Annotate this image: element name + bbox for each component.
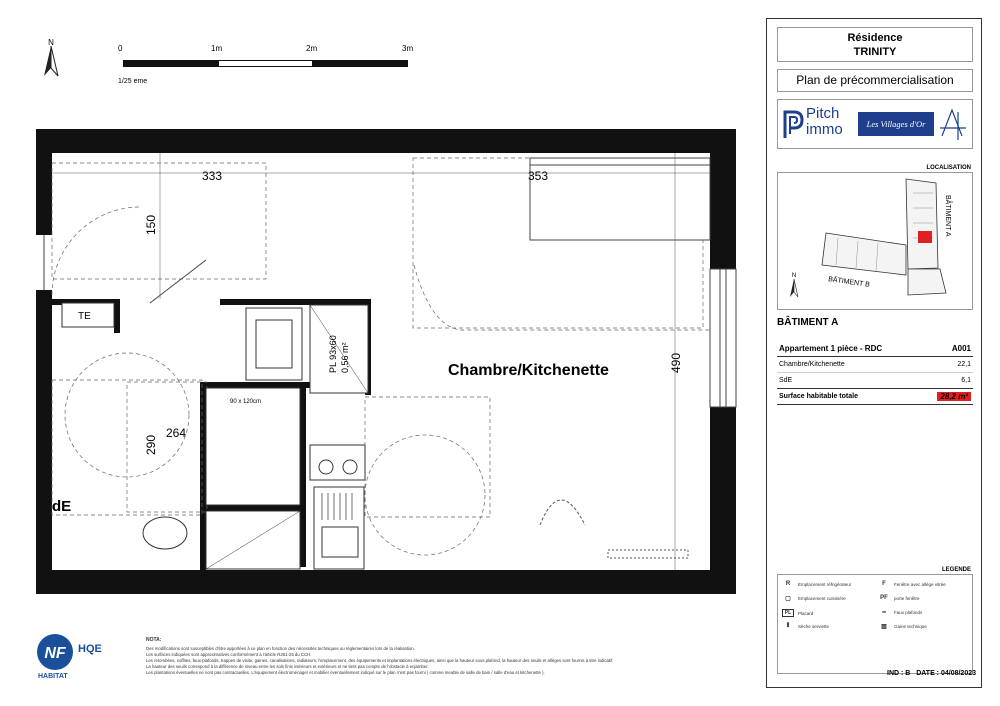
dim-150: 150 bbox=[144, 214, 158, 235]
dim-290: 290 bbox=[144, 434, 158, 455]
surface-table bbox=[777, 341, 973, 405]
legend-key: PF bbox=[880, 595, 888, 601]
dim-490: 490 bbox=[669, 352, 683, 373]
legend-key: F bbox=[882, 581, 886, 587]
pitch-text: Pitch bbox=[806, 105, 840, 122]
table-row bbox=[777, 373, 973, 389]
residence-label: Résidence bbox=[847, 32, 903, 44]
subtitle-box: Plan de précommercialisation bbox=[777, 69, 973, 92]
scale-bar bbox=[118, 44, 418, 84]
legend-text: Emplacement cuisinière bbox=[798, 596, 846, 601]
legend-item bbox=[782, 609, 813, 617]
shower-label: 90 x 120cm bbox=[230, 399, 262, 405]
legend-item bbox=[878, 623, 927, 630]
placard-label: PL 93x60 bbox=[328, 335, 338, 373]
false-ceiling-icon: ┅ bbox=[882, 610, 886, 616]
room-name: SdE bbox=[779, 377, 793, 384]
total-area: 28,2 m² bbox=[937, 392, 971, 401]
north-label: N bbox=[48, 38, 54, 47]
legend-key: PL bbox=[782, 609, 794, 617]
pitch-logo-icon bbox=[782, 108, 804, 140]
room-label: Chambre/Kitchenette bbox=[448, 362, 609, 379]
room-name: Chambre/Kitchenette bbox=[779, 361, 845, 368]
architect-logo-icon bbox=[938, 106, 968, 142]
scale-tick-1: 1m bbox=[211, 44, 223, 53]
north-arrow-icon bbox=[36, 36, 66, 80]
location-map bbox=[777, 172, 973, 310]
legend-item bbox=[878, 581, 946, 587]
legend-text: Sèche serviette bbox=[798, 624, 830, 629]
apartment-title: Appartement 1 pièce - RDC bbox=[779, 344, 883, 353]
residence-name: TRINITY bbox=[853, 46, 897, 58]
hqe-text: HQE bbox=[78, 643, 102, 655]
footer-block bbox=[766, 667, 982, 688]
scale-tick-0: 0 bbox=[118, 44, 123, 53]
map-label-bat-b: BÂTIMENT B bbox=[827, 276, 871, 289]
note-line: Les plantations éventuelles ne sont pas contractuelles. L'équipement électroménager et mobilier éventuellement indiqué sur le plan n'est pas fourni ( comme meuble de salle de bain / salle d'eau et kitchenette ). bbox=[146, 670, 545, 675]
note-line: La hauteur des seuils correspond à la différence de niveau entre les sols finis intérieurs et extérieurs et ne tient pas compte de l'obstacle à enjamber. bbox=[146, 664, 429, 669]
floor-plan bbox=[30, 125, 742, 600]
legend-box bbox=[777, 574, 973, 674]
legend-text: Gaine technique bbox=[894, 624, 927, 629]
note-line: Les retombées, soffites, faux-plafonds, trappes de visite, gaines, canalisations, radiateurs, l'emplacement, des équipements et implantations électriques, ainsi que la hauteur sous plafond, la hauteur des seuils et allèges sont fournis à titre indicatif. bbox=[146, 658, 614, 663]
room-area: 22,1 bbox=[957, 361, 971, 368]
apartment-row bbox=[777, 341, 973, 357]
scale-tick-2: 2m bbox=[306, 44, 318, 53]
legend-text: Placard bbox=[798, 610, 814, 616]
nf-text: NF bbox=[44, 645, 66, 662]
habitat-text: HABITAT bbox=[38, 673, 68, 680]
nf-hqe-logo bbox=[36, 633, 116, 683]
apartment-highlight bbox=[918, 231, 932, 243]
legend-item bbox=[878, 595, 920, 601]
legend-item bbox=[782, 623, 829, 630]
towel-dryer-icon: ⫴ bbox=[786, 623, 790, 629]
legend-title: LEGENDE bbox=[941, 567, 971, 573]
note-line: Les surfaces indiquées sont approximatives conformément à l'article R261-25 du CCH. bbox=[146, 652, 312, 657]
dim-333: 333 bbox=[202, 169, 223, 183]
batiment-title: BÂTIMENT A bbox=[777, 317, 839, 328]
total-label: Surface habitable totale bbox=[779, 393, 858, 400]
total-row bbox=[777, 389, 973, 405]
legend-item bbox=[782, 581, 851, 587]
legend-text: Fenêtre avec allège vitrée bbox=[894, 581, 946, 587]
dim-353: 353 bbox=[528, 169, 549, 183]
sde-label: dE bbox=[52, 498, 72, 515]
duct-icon: ▨ bbox=[881, 624, 887, 630]
residence-title-box bbox=[777, 27, 973, 62]
map-label-bat-a: BÂTIMENT A bbox=[944, 195, 951, 237]
room-area: 6,1 bbox=[961, 377, 971, 384]
info-panel bbox=[766, 18, 982, 688]
legend-text: Emplacement réfrigérateur bbox=[798, 581, 852, 587]
localisation-label: LOCALISATION bbox=[926, 165, 971, 171]
immo-text: immo bbox=[806, 121, 843, 138]
logos-box bbox=[777, 99, 973, 149]
apartment-ref: A001 bbox=[951, 344, 971, 353]
footer-date: DATE : 04/08/2023 bbox=[916, 670, 976, 677]
cooker-icon: ▢ bbox=[785, 596, 791, 602]
legend-key: R bbox=[785, 581, 791, 587]
legend-item bbox=[782, 595, 846, 602]
notes-title: NOTA: bbox=[146, 637, 162, 643]
villages-logo: Les Villages d'Or bbox=[858, 112, 934, 136]
note-line: Des modifications sont susceptibles d'être apportées à ce plan en fonction des nécessités techniques ou réglementaires lors de la réalisation. bbox=[146, 646, 415, 651]
te-label: TE bbox=[78, 311, 91, 322]
scale-ratio: 1/25 eme bbox=[118, 78, 148, 85]
table-row bbox=[777, 357, 973, 373]
notes-block bbox=[146, 637, 706, 676]
placard-area: 0,56 m² bbox=[340, 342, 350, 373]
map-north: N bbox=[791, 273, 797, 279]
legend-text: porte fenêtre bbox=[894, 595, 920, 601]
legend-text: Faux plafonds bbox=[894, 610, 923, 615]
dim-264: 264 bbox=[166, 426, 187, 440]
legend-item bbox=[878, 609, 922, 616]
scale-tick-3: 3m bbox=[402, 44, 414, 53]
footer-ind: IND : B bbox=[887, 670, 911, 677]
